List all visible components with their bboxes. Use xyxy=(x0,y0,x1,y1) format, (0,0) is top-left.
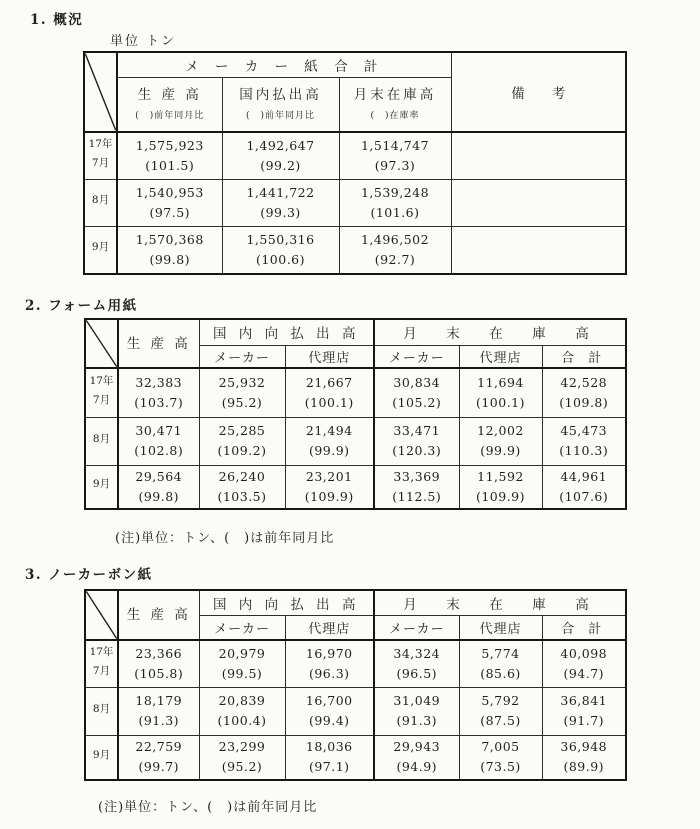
cell-payout xyxy=(222,179,339,226)
value-text: 1,550,316 xyxy=(246,231,315,247)
ratio-text: (99.5) xyxy=(221,665,263,681)
section-carbonless-title: 3. ノーカーボン紙 xyxy=(25,567,153,583)
month-label: 9月 xyxy=(92,748,111,761)
value-text: 20,839 xyxy=(218,693,266,708)
cell-payout-maker xyxy=(199,368,285,417)
ratio-text: (99.9) xyxy=(308,443,350,458)
diagonal-divider xyxy=(85,53,116,131)
subheader-payout-agency xyxy=(285,345,374,368)
cell-stock-agency xyxy=(459,417,542,465)
month-cell xyxy=(85,640,118,687)
month-cell xyxy=(85,465,118,509)
value-text: 36,948 xyxy=(560,739,608,755)
ratio-text: (99.8) xyxy=(149,251,191,267)
ratio-text: (73.5) xyxy=(480,759,521,775)
table-row xyxy=(85,417,626,465)
unit-label: 単位 トン xyxy=(110,34,177,49)
value-text: 25,285 xyxy=(218,423,266,438)
ratio-text: (109.8) xyxy=(559,394,609,410)
cell-payout-maker xyxy=(199,640,285,687)
cell-payout xyxy=(222,226,339,274)
month-cell xyxy=(85,735,118,780)
table-row xyxy=(85,465,626,509)
subheader-stock-agency xyxy=(459,345,542,368)
value-text: 23,366 xyxy=(135,645,183,661)
cell-stock-total xyxy=(542,687,626,735)
cell-stock-agency xyxy=(459,465,542,509)
value-text: 16,970 xyxy=(305,645,353,661)
value-text: 29,943 xyxy=(393,739,441,755)
header-label: 代理店 xyxy=(308,621,351,637)
ratio-text: (99.2) xyxy=(260,157,301,173)
value-text: 21,494 xyxy=(305,423,353,438)
year-label: 17年 xyxy=(88,137,113,150)
cell-remarks xyxy=(451,132,626,179)
cell-payout-agency xyxy=(285,640,374,687)
column-header-production xyxy=(118,319,199,368)
group-header-month-end-stock xyxy=(374,590,626,615)
cell-stock-agency xyxy=(459,640,542,687)
header-label: 合 計 xyxy=(561,621,607,637)
header-subnote: ( )前年同月比 xyxy=(135,111,205,122)
value-text: 25,932 xyxy=(218,374,266,390)
header-label: 代理店 xyxy=(479,621,522,637)
group-header-label: メ ー カ ー 紙 合 計 xyxy=(185,58,384,75)
group-header-label: 月 末 在 庫 高 xyxy=(403,596,597,613)
value-text: 7,005 xyxy=(481,739,520,755)
header-label: メーカー xyxy=(388,350,445,366)
cell-stock-maker xyxy=(374,465,459,509)
cell-production xyxy=(118,368,199,417)
month-label: 8月 xyxy=(92,702,111,715)
header-label: 合 計 xyxy=(561,350,607,366)
cell-payout-maker xyxy=(199,735,285,780)
ratio-text: (102.8) xyxy=(134,443,184,458)
year-label: 17年 xyxy=(89,374,114,387)
value-text: 1,575,923 xyxy=(135,137,204,153)
year-label: 17年 xyxy=(89,645,114,658)
group-header-domestic-payout xyxy=(199,319,374,345)
header-label: 月末在庫高 xyxy=(353,87,437,104)
value-text: 23,201 xyxy=(305,468,353,484)
ratio-text: (105.8) xyxy=(134,665,184,681)
ratio-text: (96.3) xyxy=(308,665,350,681)
cell-production xyxy=(118,687,199,735)
cell-payout-agency xyxy=(285,417,374,465)
ratio-text: (97.3) xyxy=(374,157,416,173)
ratio-text: (107.6) xyxy=(559,488,609,504)
value-text: 18,036 xyxy=(305,739,353,755)
ratio-text: (94.9) xyxy=(396,759,438,775)
ratio-text: (91.3) xyxy=(396,713,438,728)
ratio-text: (101.5) xyxy=(145,157,195,173)
month-cell xyxy=(85,417,118,465)
unit-note: (注)単位：トン、( )は前年同月比 xyxy=(98,800,318,815)
table-row xyxy=(85,640,626,687)
value-text: 21,667 xyxy=(305,374,353,390)
value-text: 5,774 xyxy=(481,645,520,661)
header-label: メーカー xyxy=(388,621,445,637)
ratio-text: (99.3) xyxy=(260,204,301,220)
month-label: 8月 xyxy=(92,432,111,445)
header-label: 代理店 xyxy=(308,350,351,366)
cell-stock xyxy=(339,226,451,274)
corner-diagonal-cell xyxy=(84,52,117,132)
cell-stock-total xyxy=(542,417,626,465)
value-text: 30,471 xyxy=(135,423,183,438)
unit-note: (注)単位：トン、( )は前年同月比 xyxy=(115,531,335,546)
cell-stock-total xyxy=(542,368,626,417)
ratio-text: (112.5) xyxy=(392,488,442,504)
value-text: 1,540,953 xyxy=(135,184,204,200)
ratio-text: (109.2) xyxy=(217,443,267,458)
month-label: 9月 xyxy=(91,241,110,254)
table-row xyxy=(85,687,626,735)
cell-payout xyxy=(222,132,339,179)
ratio-text: (85.6) xyxy=(480,665,521,681)
month-label: 7月 xyxy=(92,393,111,406)
column-header-month-end-stock xyxy=(339,77,451,132)
cell-remarks xyxy=(451,226,626,274)
subheader-stock-agency xyxy=(459,615,542,640)
value-text: 30,834 xyxy=(393,374,441,390)
overview-table xyxy=(83,51,627,275)
ratio-text: (99.4) xyxy=(308,713,350,728)
form-paper-table xyxy=(84,318,627,510)
cell-production xyxy=(118,417,199,465)
value-text: 33,471 xyxy=(393,423,441,438)
subheader-stock-maker xyxy=(374,615,459,640)
month-cell xyxy=(85,687,118,735)
header-label: 国内払出高 xyxy=(239,87,322,104)
ratio-text: (99.8) xyxy=(138,488,180,504)
value-text: 44,961 xyxy=(560,468,608,484)
value-text: 1,514,747 xyxy=(360,137,430,153)
value-text: 11,592 xyxy=(477,468,524,484)
table-row xyxy=(84,132,626,179)
value-text: 40,098 xyxy=(560,645,608,661)
diagonal-divider xyxy=(86,591,117,639)
ratio-text: (100.4) xyxy=(217,713,267,728)
cell-stock-agency xyxy=(459,687,542,735)
value-text: 1,441,722 xyxy=(246,184,315,200)
ratio-text: (100.1) xyxy=(475,394,526,410)
subheader-stock-maker xyxy=(374,345,459,368)
cell-stock xyxy=(339,179,451,226)
subheader-payout-maker xyxy=(199,345,285,368)
cell-payout-agency xyxy=(285,735,374,780)
subheader-payout-maker xyxy=(199,615,285,640)
ratio-text: (89.9) xyxy=(563,759,605,775)
header-label: 生 産 高 xyxy=(137,87,202,104)
value-text: 34,324 xyxy=(393,645,441,661)
ratio-text: (103.5) xyxy=(217,488,267,504)
cell-production xyxy=(117,179,222,226)
month-cell xyxy=(84,132,117,179)
value-text: 5,792 xyxy=(481,693,520,708)
cell-stock-maker xyxy=(374,687,459,735)
ratio-text: (95.2) xyxy=(221,759,263,775)
ratio-text: (97.5) xyxy=(149,204,191,220)
carbonless-table xyxy=(84,589,627,781)
value-text: 23,299 xyxy=(218,739,266,755)
ratio-text: (99.7) xyxy=(138,759,180,775)
ratio-text: (109.9) xyxy=(304,488,354,504)
value-text: 1,570,368 xyxy=(135,231,204,247)
header-label: 生 産 高 xyxy=(126,607,191,623)
header-label: 生 産 高 xyxy=(126,335,191,352)
corner-diagonal-cell xyxy=(85,319,118,368)
value-text: 45,473 xyxy=(560,423,608,438)
value-text: 1,539,248 xyxy=(360,184,430,200)
value-text: 32,383 xyxy=(135,374,183,390)
value-text: 18,179 xyxy=(135,693,183,708)
cell-payout-agency xyxy=(285,465,374,509)
cell-stock-maker xyxy=(374,368,459,417)
ratio-text: (109.9) xyxy=(475,488,526,504)
cell-stock-maker xyxy=(374,417,459,465)
subheader-payout-agency xyxy=(285,615,374,640)
ratio-text: (91.3) xyxy=(138,713,180,728)
section-form-paper-title: 2. フォーム用紙 xyxy=(25,298,138,314)
cell-stock-total xyxy=(542,465,626,509)
cell-payout-agency xyxy=(285,687,374,735)
value-text: 22,759 xyxy=(135,739,183,755)
group-header-month-end-stock xyxy=(374,319,626,345)
subheader-stock-total xyxy=(542,615,626,640)
header-subnote: ( )前年同月比 xyxy=(245,111,316,122)
group-header-label: 国 内 向 払 出 高 xyxy=(213,326,360,343)
cell-stock-agency xyxy=(459,735,542,780)
cell-production xyxy=(117,226,222,274)
ratio-text: (103.7) xyxy=(134,394,184,410)
value-text: 26,240 xyxy=(218,468,266,484)
remarks-column-header xyxy=(451,52,626,132)
group-header-label: 月 末 在 庫 高 xyxy=(403,326,597,343)
month-label: 8月 xyxy=(91,194,110,206)
value-text: 1,496,502 xyxy=(360,231,430,247)
value-text: 31,049 xyxy=(393,693,441,708)
ratio-text: (97.1) xyxy=(308,759,350,775)
ratio-text: (100.6) xyxy=(255,251,306,267)
header-row xyxy=(84,52,626,77)
month-cell xyxy=(84,179,117,226)
table-row xyxy=(85,368,626,417)
header-label: メーカー xyxy=(214,350,270,366)
column-header-domestic-payout xyxy=(222,77,339,132)
ratio-text: (99.9) xyxy=(480,443,521,458)
ratio-text: (110.3) xyxy=(559,443,609,458)
value-text: 11,694 xyxy=(477,374,524,390)
ratio-text: (120.3) xyxy=(392,443,442,458)
month-label: 9月 xyxy=(92,478,111,491)
ratio-text: (91.7) xyxy=(563,713,605,728)
cell-stock-maker xyxy=(374,735,459,780)
value-text: 12,002 xyxy=(477,423,524,438)
value-text: 29,564 xyxy=(135,468,183,484)
value-text: 16,700 xyxy=(305,693,353,708)
subheader-stock-total xyxy=(542,345,626,368)
cell-stock-total xyxy=(542,735,626,780)
cell-stock-maker xyxy=(374,640,459,687)
cell-production xyxy=(118,735,199,780)
header-label: 代理店 xyxy=(479,350,522,366)
group-header-label: 国 内 向 払 出 高 xyxy=(213,596,360,613)
ratio-text: (92.7) xyxy=(374,251,416,267)
ratio-text: (95.2) xyxy=(221,394,263,410)
cell-production xyxy=(118,640,199,687)
ratio-text: (96.5) xyxy=(396,665,438,681)
cell-production xyxy=(118,465,199,509)
table-row xyxy=(85,735,626,780)
corner-diagonal-cell xyxy=(85,590,118,640)
column-header-production xyxy=(118,590,199,640)
group-header-domestic-payout xyxy=(199,590,374,615)
cell-payout-maker xyxy=(199,417,285,465)
ratio-text: (101.6) xyxy=(370,204,420,220)
ratio-text: (105.2) xyxy=(392,394,442,410)
value-text: 1,492,647 xyxy=(246,137,315,153)
cell-stock-agency xyxy=(459,368,542,417)
cell-remarks xyxy=(451,179,626,226)
header-subnote: ( )在庫率 xyxy=(370,111,420,122)
section-overview-title: 1. 概況 xyxy=(30,12,84,28)
value-text: 36,841 xyxy=(560,693,608,708)
value-text: 20,979 xyxy=(218,645,266,661)
group-header-maker-paper-total xyxy=(117,52,451,77)
month-label: 7月 xyxy=(92,664,111,677)
diagonal-divider xyxy=(86,320,117,367)
value-text: 33,369 xyxy=(393,468,441,484)
cell-stock-total xyxy=(542,640,626,687)
ratio-text: (87.5) xyxy=(480,713,521,728)
ratio-text: (100.1) xyxy=(304,394,354,410)
header-label: メーカー xyxy=(214,621,270,637)
month-cell xyxy=(85,368,118,417)
month-cell xyxy=(84,226,117,274)
header-row xyxy=(85,590,626,615)
column-header-production xyxy=(117,77,222,132)
month-label: 7月 xyxy=(91,156,110,169)
remarks-header-label: 備 考 xyxy=(511,86,566,102)
cell-payout-maker xyxy=(199,465,285,509)
cell-payout-agency xyxy=(285,368,374,417)
header-row xyxy=(85,319,626,345)
ratio-text: (94.7) xyxy=(563,665,605,681)
cell-payout-maker xyxy=(199,687,285,735)
table-row xyxy=(84,226,626,274)
table-row xyxy=(84,179,626,226)
value-text: 42,528 xyxy=(560,374,608,390)
cell-production xyxy=(117,132,222,179)
cell-stock xyxy=(339,132,451,179)
